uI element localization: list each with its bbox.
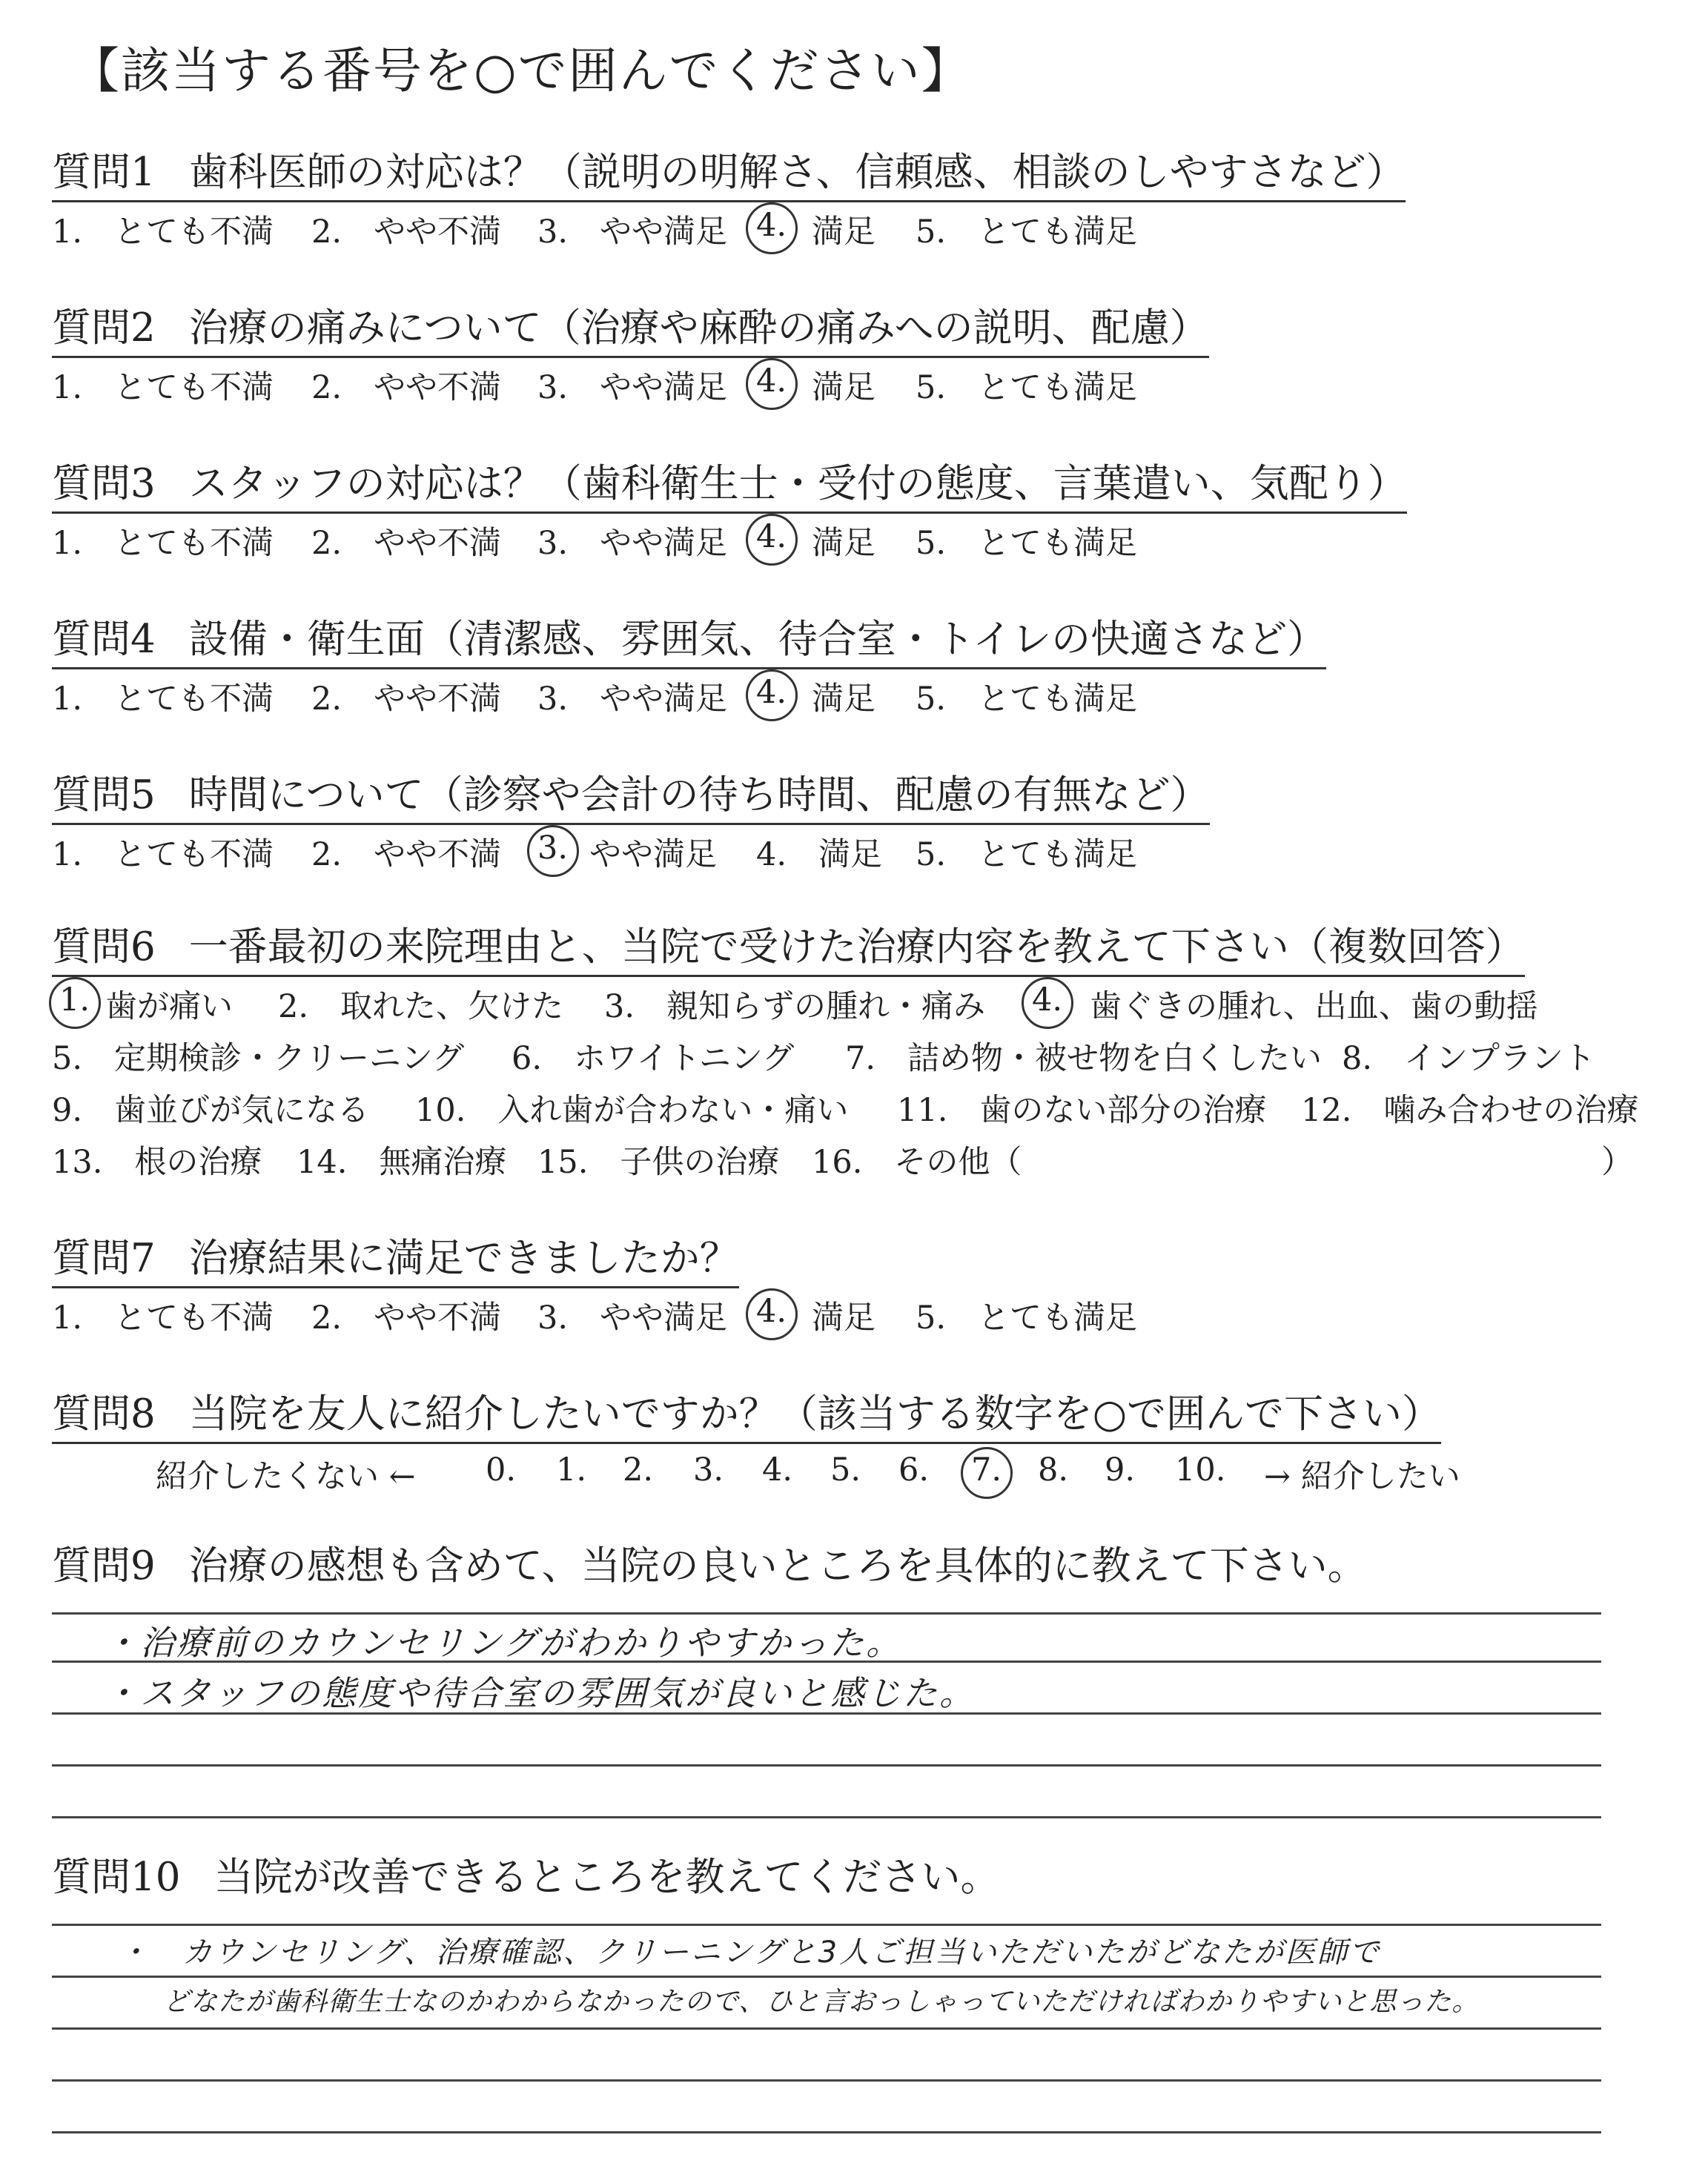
question-text: 治療の感想も含めて、当院の良いところを具体的に教えて下さい。: [188, 1543, 1367, 1589]
circled-number: 4.: [1032, 981, 1063, 1019]
scale-3[interactable]: 3.: [693, 1451, 724, 1489]
question-text: 時間について（診察や会計の待ち時間、配慮の有無など）: [188, 772, 1210, 818]
option-4-selected[interactable]: [756, 207, 787, 244]
option-15[interactable]: 15. 子供の治療: [537, 1144, 780, 1181]
option-5[interactable]: 5. とても満足: [916, 1299, 1138, 1337]
question-heading: [52, 1383, 1441, 1444]
circled-number: 4.: [756, 518, 787, 555]
answer-options: [52, 674, 1668, 726]
option-4-label: 満足: [812, 369, 875, 406]
option-2[interactable]: 2. やや不満: [311, 836, 502, 873]
question-text: 歯科医師の対応は？（説明の明解さ、信頼感、相談のしやすさなど）: [188, 150, 1406, 195]
writing-line: [52, 1712, 1601, 1715]
option-3[interactable]: 3. 親知らずの腫れ・痛み: [604, 988, 986, 1025]
option-10[interactable]: 10. 入れ歯が合わない・痛い: [415, 1092, 849, 1129]
scale-left-label: 紹介したくない ←: [156, 1458, 416, 1495]
option-3[interactable]: 3. やや満足: [537, 681, 728, 718]
option-1[interactable]: 1. とても不満: [52, 681, 274, 718]
answer-box[interactable]: [52, 1920, 1601, 2172]
option-1[interactable]: 1. とても不満: [52, 369, 274, 406]
question-3: [52, 452, 1668, 570]
writing-line: [52, 1764, 1601, 1767]
question-heading: [52, 297, 1209, 358]
question-heading: [52, 1846, 999, 1905]
writing-line: [52, 1816, 1601, 1818]
handwritten-answer: どなたが歯科衛生士なのかわからなかったので、ひと言おっしゃっていただければわかりやすいと思った。: [163, 1987, 1480, 2017]
option-4-label: 満足: [812, 213, 875, 251]
question-label: 質問4: [52, 617, 156, 662]
circled-number: 4.: [756, 207, 787, 244]
answer-options: [52, 1293, 1668, 1345]
scale-1[interactable]: 1.: [556, 1451, 587, 1489]
question-text: 一番最初の来院理由と、当院で受けた治療内容を教えて下さい（複数回答）: [188, 924, 1525, 970]
option-5[interactable]: 5. とても満足: [916, 836, 1138, 873]
question-heading: [52, 764, 1210, 825]
question-5: [52, 764, 1668, 881]
answer-options: [52, 207, 1668, 259]
option-2[interactable]: 2. やや不満: [311, 525, 502, 562]
option-13[interactable]: 13. 根の治療: [52, 1144, 262, 1181]
question-1: [52, 141, 1668, 259]
question-label: 質問10: [52, 1855, 181, 1900]
question-label: 質問7: [52, 1236, 156, 1281]
handwritten-answer: ・スタッフの態度や待合室の雰囲気が良いと感じた。: [104, 1673, 976, 1713]
option-1[interactable]: 1. とても不満: [52, 525, 274, 562]
answer-options: [52, 362, 1668, 414]
question-text: スタッフの対応は？（歯科衛生士・受付の態度、言葉遣い、気配り）: [188, 461, 1407, 506]
option-5[interactable]: 5. とても満足: [916, 681, 1138, 718]
multi-options: [52, 981, 1668, 1189]
scale-7-selected[interactable]: [971, 1451, 1002, 1489]
question-label: 質問9: [52, 1543, 156, 1589]
question-label: 質問6: [52, 924, 156, 970]
question-text: 当院が改善できるところを教えてください。: [214, 1855, 1000, 1900]
option-1[interactable]: 1. とても不満: [52, 1299, 274, 1337]
question-2: [52, 297, 1668, 414]
option-1-label: 歯が痛い: [105, 988, 233, 1025]
scale-10[interactable]: 10.: [1175, 1451, 1226, 1489]
option-2[interactable]: 2. やや不満: [311, 681, 502, 718]
option-4-selected[interactable]: [756, 674, 787, 711]
handwritten-answer: ・治療前のカウンセリングがわかりやすかった。: [104, 1623, 903, 1663]
option-1-selected[interactable]: [59, 981, 90, 1019]
option-11[interactable]: 11. 歯のない部分の治療: [897, 1092, 1267, 1129]
question-heading: [52, 452, 1407, 514]
option-8[interactable]: 8. インプラント: [1342, 1040, 1596, 1077]
option-5[interactable]: 5. とても満足: [916, 525, 1138, 562]
question-label: 質問1: [52, 150, 156, 195]
option-4-selected[interactable]: [756, 518, 787, 555]
question-4: [52, 608, 1668, 726]
option-row: [52, 981, 1668, 1033]
option-3[interactable]: 3. やや満足: [537, 369, 728, 406]
question-heading: [52, 916, 1525, 977]
writing-line: [52, 1924, 1601, 1926]
option-4-label: 歯ぐきの腫れ、出血、歯の動揺: [1090, 988, 1538, 1025]
option-14[interactable]: 14. 無痛治療: [297, 1144, 507, 1181]
question-7: [52, 1227, 1668, 1345]
option-12[interactable]: 12. 噛み合わせの治療: [1301, 1092, 1639, 1129]
recommend-scale: [52, 1451, 1668, 1503]
circled-number: 4.: [756, 362, 787, 400]
option-4-selected[interactable]: [756, 362, 787, 400]
handwritten-answer: ・ カウンセリング、治療確認、クリーニングと3人ご担当いただいたがどなたが医師で: [119, 1936, 1382, 1970]
scale-2[interactable]: 2.: [623, 1451, 654, 1489]
question-text: 設備・衛生面（清潔感、雰囲気、待合室・トイレの快適さなど）: [188, 617, 1327, 662]
circled-number: 4.: [756, 674, 787, 711]
option-4-label: 満足: [812, 525, 875, 562]
scale-0[interactable]: 0.: [486, 1451, 517, 1489]
circled-number: 3.: [537, 830, 569, 867]
scale-8[interactable]: 8.: [1038, 1451, 1069, 1489]
option-3[interactable]: 3. やや満足: [537, 1299, 728, 1337]
option-2[interactable]: 2. やや不満: [311, 213, 502, 251]
option-1[interactable]: 1. とても不満: [52, 213, 274, 251]
question-heading: [52, 1227, 739, 1288]
option-7[interactable]: 7. 詰め物・被せ物を白くしたい: [845, 1040, 1323, 1077]
writing-line: [52, 1661, 1601, 1663]
writing-line: [52, 1976, 1601, 1978]
option-5[interactable]: 5. とても満足: [916, 213, 1138, 251]
scale-5[interactable]: 5.: [830, 1451, 861, 1489]
question-text: 当院を友人に紹介したいですか？（該当する数字を○で囲んで下さい）: [188, 1391, 1441, 1437]
option-4[interactable]: 4. 満足: [756, 836, 883, 873]
answer-options: [52, 518, 1668, 570]
answer-box[interactable]: [52, 1609, 1601, 1861]
option-2[interactable]: 2. やや不満: [311, 369, 502, 406]
scale-6[interactable]: 6.: [898, 1451, 930, 1489]
question-8: [52, 1383, 1668, 1503]
question-label: 質問5: [52, 772, 156, 818]
question-heading: [52, 1534, 1367, 1594]
question-label: 質問2: [52, 305, 156, 351]
question-text: 治療結果に満足できましたか？: [188, 1236, 739, 1281]
option-2[interactable]: 2. やや不満: [311, 1299, 502, 1337]
circled-number: 4.: [756, 1293, 787, 1330]
circled-number: 7.: [971, 1451, 1002, 1489]
writing-line: [52, 2079, 1601, 2082]
circled-number: 1.: [59, 981, 90, 1019]
scale-4[interactable]: 4.: [762, 1451, 793, 1489]
option-9[interactable]: 9. 歯並びが気になる: [52, 1092, 370, 1129]
question-label: 質問8: [52, 1391, 156, 1437]
question-heading: [52, 608, 1326, 669]
option-4-selected[interactable]: [756, 1293, 787, 1330]
option-5[interactable]: 5. 定期検診・クリーニング: [52, 1040, 465, 1077]
question-heading: [52, 141, 1406, 202]
question-10: [52, 1846, 1668, 2172]
option-6[interactable]: 6. ホワイトニング: [512, 1040, 795, 1077]
question-text: 治療の痛みについて（治療や麻酔の痛みへの説明、配慮）: [188, 305, 1209, 351]
option-row: [52, 1137, 1668, 1189]
writing-line: [52, 1612, 1601, 1615]
other-close-paren: ）: [1601, 1144, 1633, 1181]
option-5[interactable]: 5. とても満足: [916, 369, 1138, 406]
option-3-label: やや満足: [589, 836, 717, 873]
writing-line: [52, 2131, 1601, 2133]
option-2[interactable]: 2. 取れた、欠けた: [278, 988, 564, 1025]
option-3[interactable]: 3. やや満足: [537, 213, 728, 251]
answer-options: [52, 830, 1668, 881]
option-3[interactable]: 3. やや満足: [537, 525, 728, 562]
question-6: [52, 916, 1668, 1189]
option-4-selected[interactable]: [1032, 981, 1062, 1019]
option-4-label: 満足: [812, 1299, 875, 1337]
option-row: [52, 1033, 1668, 1085]
option-3-selected[interactable]: [537, 830, 568, 867]
option-16-other[interactable]: 16. その他（: [812, 1144, 1022, 1181]
form-title: 【該当する番号を○で囲んでください】: [70, 42, 972, 99]
option-row: [52, 1085, 1668, 1137]
question-9: [52, 1534, 1668, 1861]
option-1[interactable]: 1. とても不満: [52, 836, 274, 873]
scale-9[interactable]: 9.: [1105, 1451, 1136, 1489]
scale-right-label: → 紹介したい: [1264, 1458, 1460, 1495]
question-label: 質問3: [52, 461, 156, 506]
writing-line: [52, 2027, 1601, 2030]
option-4-label: 満足: [812, 681, 875, 718]
